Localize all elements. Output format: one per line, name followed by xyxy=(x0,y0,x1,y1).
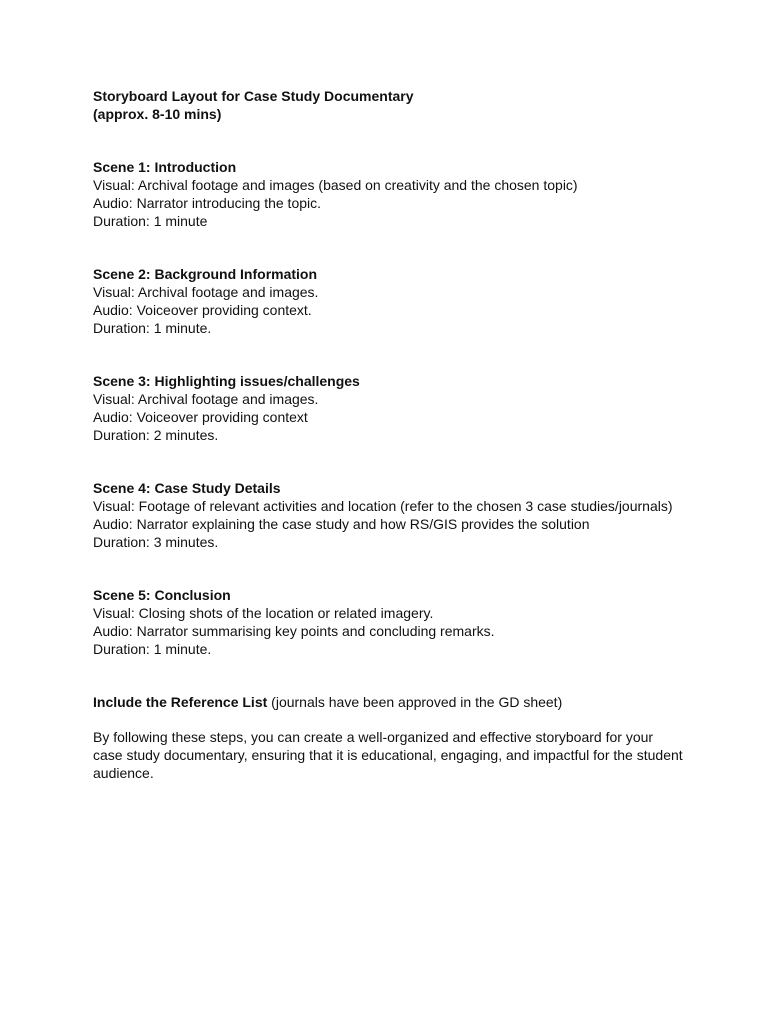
scene-duration: Duration: 3 minutes. xyxy=(93,534,219,550)
spacer xyxy=(93,551,683,586)
scene-1 xyxy=(93,158,683,230)
scene-audio: Audio: Voiceover providing context xyxy=(93,409,308,425)
scene-4 xyxy=(93,479,683,551)
scene-heading: Scene 1: Introduction xyxy=(93,159,237,175)
scene-heading: Scene 4: Case Study Details xyxy=(93,480,281,496)
scene-heading: Scene 2: Background Information xyxy=(93,266,318,282)
spacer xyxy=(93,123,683,158)
title-line-2: (approx. 8-10 mins) xyxy=(93,106,222,122)
scene-duration: Duration: 1 minute. xyxy=(93,641,212,657)
scene-audio: Audio: Narrator introducing the topic. xyxy=(93,195,322,211)
closing-paragraph: By following these steps, you can create a well-organized and effective storyboard for your case study documentary, ensuring that it is educational, engaging, and impactful for the student audience. xyxy=(93,729,683,781)
scene-visual: Visual: Archival footage and images. xyxy=(93,284,319,300)
scene-audio: Audio: Voiceover providing context. xyxy=(93,302,312,318)
scene-heading: Scene 5: Conclusion xyxy=(93,587,231,603)
reference-list-detail: (journals have been approved in the GD sheet) xyxy=(267,694,563,710)
document-title xyxy=(93,87,683,123)
reference-list-label: Include the Reference List xyxy=(93,694,268,710)
document-page xyxy=(93,87,683,782)
scene-2 xyxy=(93,265,683,337)
reference-list-note xyxy=(93,693,683,711)
scene-duration: Duration: 1 minute. xyxy=(93,320,212,336)
scene-duration: Duration: 2 minutes. xyxy=(93,427,219,443)
spacer xyxy=(93,444,683,479)
spacer xyxy=(93,711,683,728)
spacer xyxy=(93,658,683,693)
scene-heading: Scene 3: Highlighting issues/challenges xyxy=(93,373,360,389)
scene-5 xyxy=(93,586,683,658)
scene-visual: Visual: Archival footage and images (based on creativity and the chosen topic) xyxy=(93,177,578,193)
title-line-1: Storyboard Layout for Case Study Documentary xyxy=(93,88,414,104)
scene-visual: Visual: Archival footage and images. xyxy=(93,391,319,407)
scene-3 xyxy=(93,372,683,444)
scene-audio: Audio: Narrator explaining the case study and how RS/GIS provides the solution xyxy=(93,516,590,532)
spacer xyxy=(93,337,683,372)
scene-visual: Visual: Closing shots of the location or related imagery. xyxy=(93,605,434,621)
scene-audio: Audio: Narrator summarising key points and concluding remarks. xyxy=(93,623,495,639)
scene-duration: Duration: 1 minute xyxy=(93,213,208,229)
scene-visual: Visual: Footage of relevant activities and location (refer to the chosen 3 case studies/journals) xyxy=(93,498,673,514)
spacer xyxy=(93,230,683,265)
